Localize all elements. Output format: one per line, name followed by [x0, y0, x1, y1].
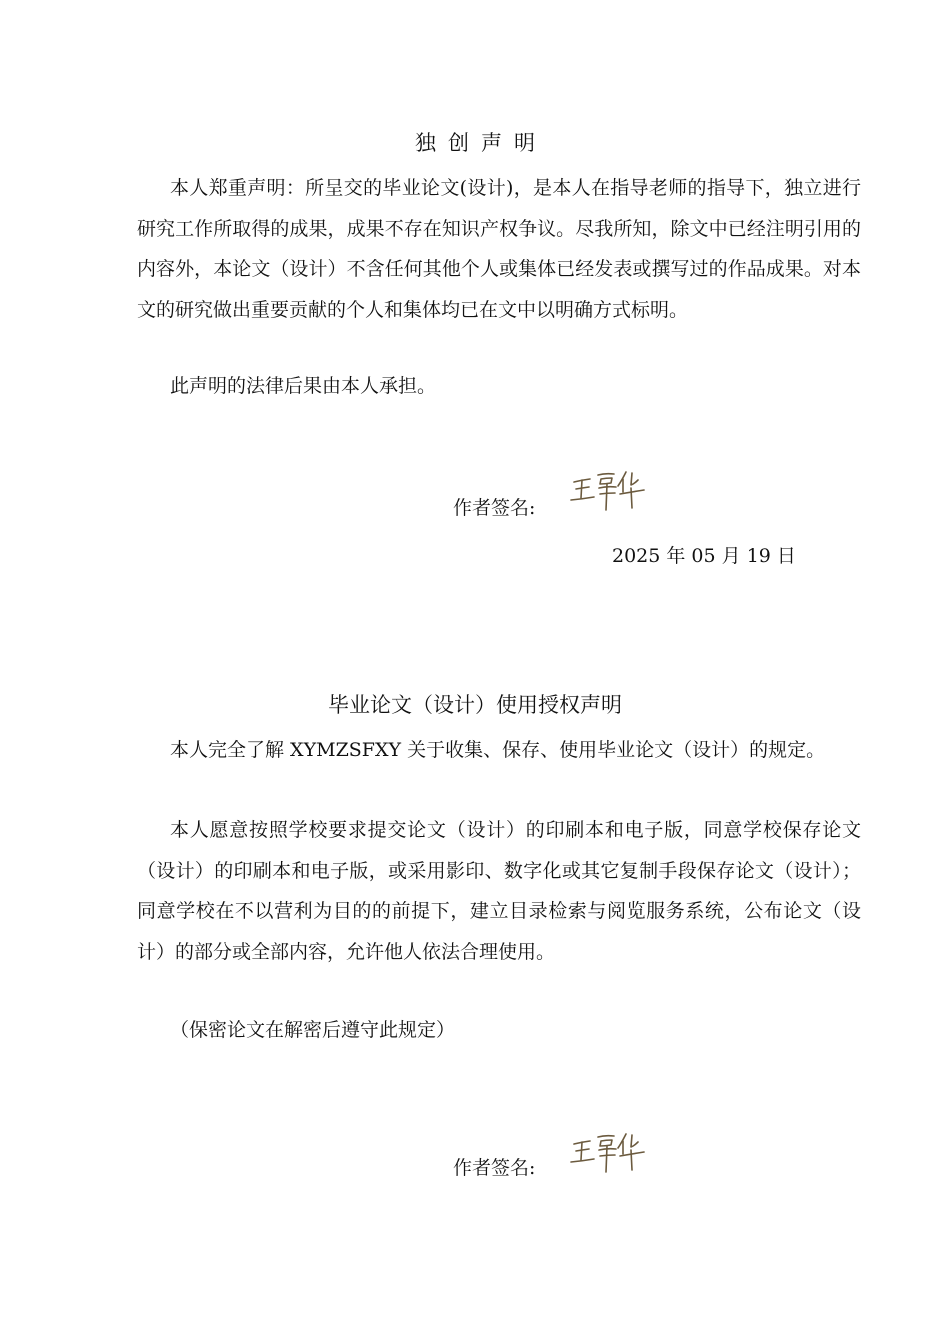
authorization-paragraph-1: 本人完全了解 XYMZSFXY 关于收集、保存、使用毕业论文（设计）的规定。 [170, 739, 826, 761]
author-signature [568, 1128, 652, 1174]
author-signature [568, 466, 652, 512]
authorization-paragraph-2: 本人愿意按照学校要求提交论文（设计）的印刷本和电子版，同意学校保存论文（设计）的印刷本和电子版，或采用影印、数字化或其它复制手段保存论文（设计）；同意学校在不以营利为目的的前提下，建立目录检索与阅览服务系统，公布论文（设计）的部分或全部内容，允许他人依法合理使用。 [137, 819, 861, 963]
originality-title: 独创声明 [415, 131, 547, 155]
authorization-paragraph-3: （保密论文在解密后遵守此规定） [170, 1019, 456, 1041]
authorization-title: 毕业论文（设计）使用授权声明 [328, 693, 622, 717]
originality-paragraph-1: 本人郑重声明：所呈交的毕业论文(设计)，是本人在指导老师的指导下，独立进行研究工作所取得的成果，成果不存在知识产权争议。尽我所知，除文中已经注明引用的内容外，本论文（设计）不含任何其他个人或集体已经发表或撰写过的作品成果。对本文的研究做出重要贡献的个人和集体均已在文中以明确方式标明。 [137, 177, 861, 321]
signature-date: 2025 年 05 月 19 日 [612, 545, 796, 567]
author-signature-label: 作者签名: [453, 497, 536, 519]
originality-paragraph-2: 此声明的法律后果由本人承担。 [170, 375, 437, 397]
author-signature-label: 作者签名: [453, 1157, 536, 1179]
